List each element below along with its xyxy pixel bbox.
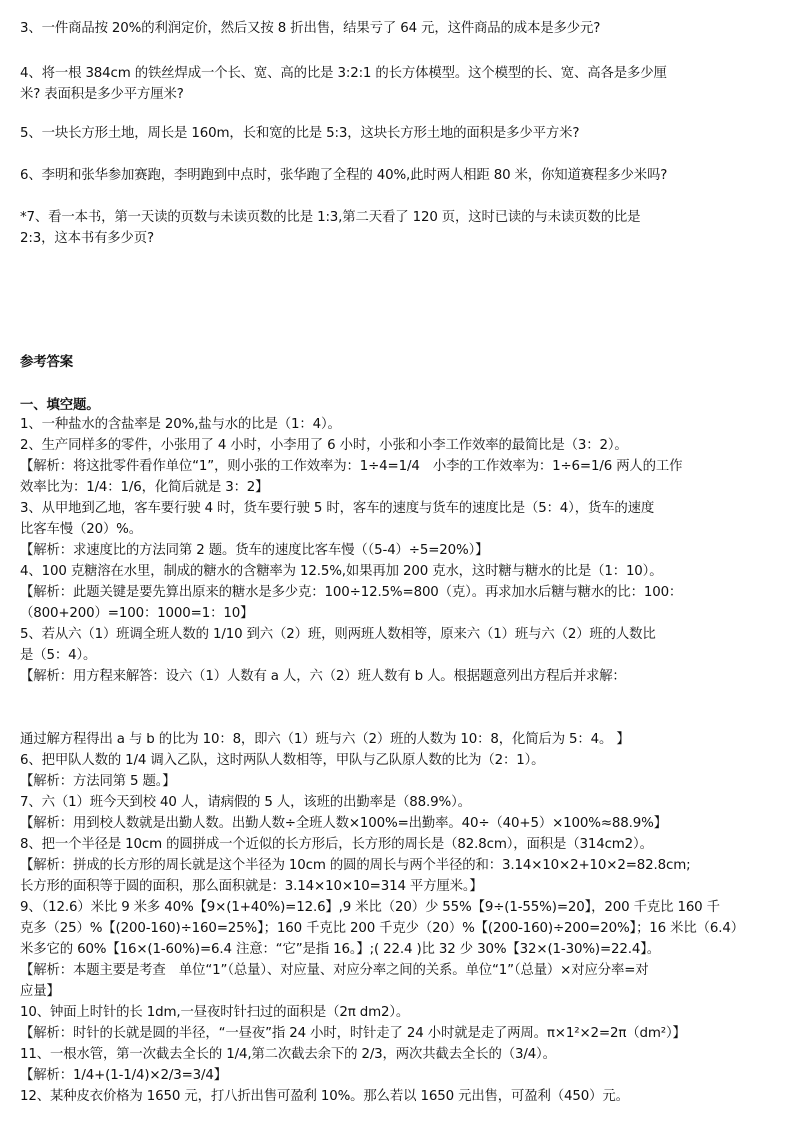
answer-line-10: （800+200）=100：1000=1：10】 bbox=[20, 606, 254, 621]
question-7-cont: 2:3，这本书有多少页? bbox=[20, 231, 154, 246]
answer-line-22: 9、（12.6）米比 9 米多 40%【9×(1+40%)=12.6】,9 米比（20）少 55%【9÷(1-55%)=20】，200 千克比 160 千 bbox=[20, 900, 720, 915]
answer-line-14: 通过解方程得出 a 与 b 的比为 10：8，即六（1）班与六（2）班的人数为 10：8，化简后为 5：4。 】 bbox=[20, 732, 630, 747]
answer-line-11: 5、若从六（1）班调全班人数的 1/10 到六（2）班，则两班人数相等，原来六（1）班与六（2）班的人数比 bbox=[20, 627, 656, 642]
answer-line-26: 应量】 bbox=[20, 984, 60, 999]
question-3: 3、一件商品按 20%的利润定价，然后又按 8 折出售，结果亏了 64 元，这件商品的成本是多少元? bbox=[20, 21, 601, 36]
answer-line-2: 2、生产同样多的零件，小张用了 4 小时，小李用了 6 小时，小张和小李工作效率的最简比是（3：2）。 bbox=[20, 438, 628, 453]
answer-line-31: 12、某种皮衣价格为 1650 元，打八折出售可盈利 10%。那么若以 1650 元出售，可盈利（450）元。 bbox=[20, 1089, 629, 1104]
answer-line-27: 10、钟面上时针的长 1dm,一昼夜时针扫过的面积是（2π dm2）。 bbox=[20, 1005, 410, 1020]
answer-line-17: 7、六（1）班今天到校 40 人，请病假的 5 人，该班的出勤率是（88.9%）。 bbox=[20, 795, 471, 810]
question-4-cont: 米? 表面积是多少平方厘米? bbox=[20, 87, 184, 102]
answer-line-16: 【解析：方法同第 5 题。】 bbox=[20, 774, 176, 789]
answer-line-5: 3、从甲地到乙地，客车要行驶 4 时，货车要行驶 5 时，客车的速度与货车的速度比是（5：4），货车的速度 bbox=[20, 501, 655, 516]
answer-line-6: 比客车慢（20）%。 bbox=[20, 522, 142, 537]
answer-line-7: 【解析：求速度比的方法同第 2 题。货车的速度比客车慢（（5-4）÷5=20%）】 bbox=[20, 543, 489, 558]
answer-line-18: 【解析：用到校人数就是出勤人数。出勤人数÷全班人数×100%=出勤率。40÷（40+5）×100%≈88.9%】 bbox=[20, 816, 667, 831]
answer-line-12: 是（5：4）。 bbox=[20, 648, 97, 663]
question-5: 5、一块长方形土地，周长是 160m，长和宽的比是 5:3，这块长方形土地的面积是多少平方米? bbox=[20, 126, 580, 141]
answers-heading: 参考答案 bbox=[20, 355, 73, 370]
answer-line-1: 1、一种盐水的含盐率是 20%,盐与水的比是（1：4）。 bbox=[20, 417, 341, 432]
answer-line-20: 【解析：拼成的长方形的周长就是这个半径为 10cm 的圆的周长与两个半径的和：3.14×10×2+10×2=82.8cm; bbox=[20, 858, 691, 873]
question-6: 6、李明和张华参加赛跑，李明跑到中点时，张华跑了全程的 40%,此时两人相距 80 米，你知道赛程多少米吗? bbox=[20, 168, 668, 183]
question-7: *7、看一本书，第一天读的页数与未读页数的比是 1:3,第二天看了 120 页，这时已读的与未读页数的比是 bbox=[20, 210, 641, 225]
answer-line-9: 【解析：此题关键是要先算出原来的糖水是多少克：100÷12.5%=800（克）。再求加水后糖与糖水的比：100： bbox=[20, 585, 683, 600]
section-heading: 一、填空题。 bbox=[20, 398, 100, 413]
answer-line-3: 【解析：将这批零件看作单位“1”，则小张的工作效率为：1÷4=1/4 小李的工作效率为：1÷6=1/6 两人的工作 bbox=[20, 459, 683, 474]
answer-line-23: 克多（25）%【(200-160)÷160=25%】；160 千克比 200 千克少（20）%【(200-160)÷200=20%】；16 米比（6.4） bbox=[20, 921, 744, 936]
answer-line-29: 11、一根水管，第一次截去全长的 1/4,第二次截去余下的 2/3，两次共截去全长的（3/4）。 bbox=[20, 1047, 556, 1062]
answer-line-21: 长方形的面积等于圆的面积，那么面积就是：3.14×10×10=314 平方厘米。】 bbox=[20, 879, 483, 894]
answer-line-13: 【解析：用方程来解答：设六（1）人数有 a 人，六（2）班人数有 b 人。根据题意列出方程后并求解： bbox=[20, 669, 626, 684]
answer-line-8: 4、100 克糖溶在水里，制成的糖水的含糖率为 12.5%,如果再加 200 克水，这时糖与糖水的比是（1：10）。 bbox=[20, 564, 663, 579]
question-4: 4、将一根 384cm 的铁丝焊成一个长、宽、高的比是 3:2:1 的长方体模型。这个模型的长、宽、高各是多少厘 bbox=[20, 66, 667, 81]
answer-line-25: 【解析：本题主要是考查 单位“1”（总量）、对应量、对应分率之间的关系。单位“1”（总量）×对应分率=对 bbox=[20, 963, 649, 978]
answer-line-28: 【解析：时针的长就是圆的半径，“一昼夜”指 24 小时，时针走了 24 小时就是走了两周。π×1²×2=2π（dm²）】 bbox=[20, 1026, 686, 1041]
answer-line-15: 6、把甲队人数的 1/4 调入乙队，这时两队人数相等，甲队与乙队原人数的比为（2：1）。 bbox=[20, 753, 545, 768]
answer-line-24: 米多它的 60%【16×(1-60%)=6.4 注意：“它”是指 16。】;( 22.4 )比 32 少 30%【32×(1-30%)=22.4】。 bbox=[20, 942, 661, 957]
answer-line-30: 【解析：1/4+(1-1/4)×2/3=3/4】 bbox=[20, 1068, 228, 1083]
answer-line-4: 效率比为：1/4：1/6，化简后就是 3：2】 bbox=[20, 480, 269, 495]
answer-line-19: 8、把一个半径是 10cm 的圆拼成一个近似的长方形后，长方形的周长是（82.8cm），面积是（314cm2）。 bbox=[20, 837, 653, 852]
